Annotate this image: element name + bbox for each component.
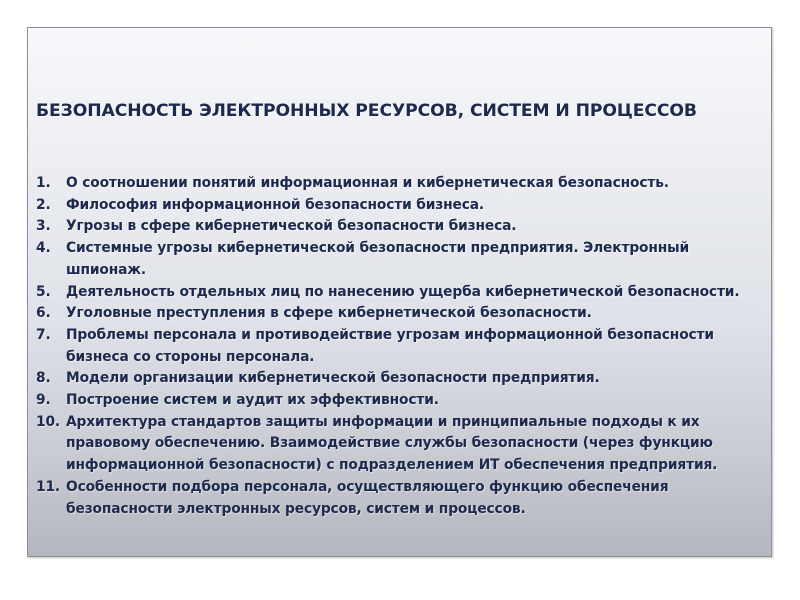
list-item [36,173,766,195]
item-number: 1. [36,175,51,191]
item-text: Деятельность отдельных лиц по нанесению ущерба кибернетической безопасности. [66,283,740,300]
item-number: 2. [36,196,51,213]
list-item [36,303,766,325]
item-number: 7. [36,326,51,343]
list-item [36,216,766,238]
item-number: 6. [36,305,51,322]
item-number: 11. [36,478,60,495]
list-item [36,477,766,520]
item-text: Особенности подбора персонала, осуществляющего функцию обеспечения безопасности электронных ресурсов, систем и процессов. [66,478,669,517]
item-number: 5. [36,283,51,300]
list-item [36,325,766,368]
item-text: Архитектура стандартов защиты информации и принципиальные подходы к их правовому обеспечению. Взаимодействие службы безопасности (через функцию информационной безопасности) с подразделением ИТ обеспечения предприятия. [66,413,718,474]
item-number: 3. [36,218,51,235]
list-item [36,390,766,412]
item-text: Угрозы в сфере кибернетической безопасности бизнеса. [66,218,517,235]
item-number: 4. [36,240,51,257]
slide-title: БЕЗОПАСНОСТЬ ЭЛЕКТРОННЫХ РЕСУРСОВ, СИСТЕМ И ПРОЦЕССОВ [36,101,697,121]
item-text: Уголовные преступления в сфере кибернетической безопасности. [66,305,592,322]
list-item [36,282,766,304]
list-item [36,195,766,217]
item-text: Модели организации кибернетической безопасности предприятия. [66,370,600,387]
item-text: Построение систем и аудит их эффективности. [66,392,439,409]
slide [27,27,772,557]
item-text: Философия информационной безопасности бизнеса. [66,196,485,213]
list-item [36,368,766,390]
list-item [36,412,766,477]
item-number: 8. [36,370,51,387]
list-item [36,238,766,281]
item-text: О соотношении понятий информационная и кибернетическая безопасность. [66,175,669,191]
item-number: 9. [36,392,51,409]
item-text: Проблемы персонала и противодействие угрозам информационной безопасности бизнеса со стороны персонала. [66,326,714,365]
topic-list [36,173,766,520]
item-number: 10. [36,413,60,430]
item-text: Системные угрозы кибернетической безопасности предприятия. Электронный шпионаж. [66,240,689,278]
